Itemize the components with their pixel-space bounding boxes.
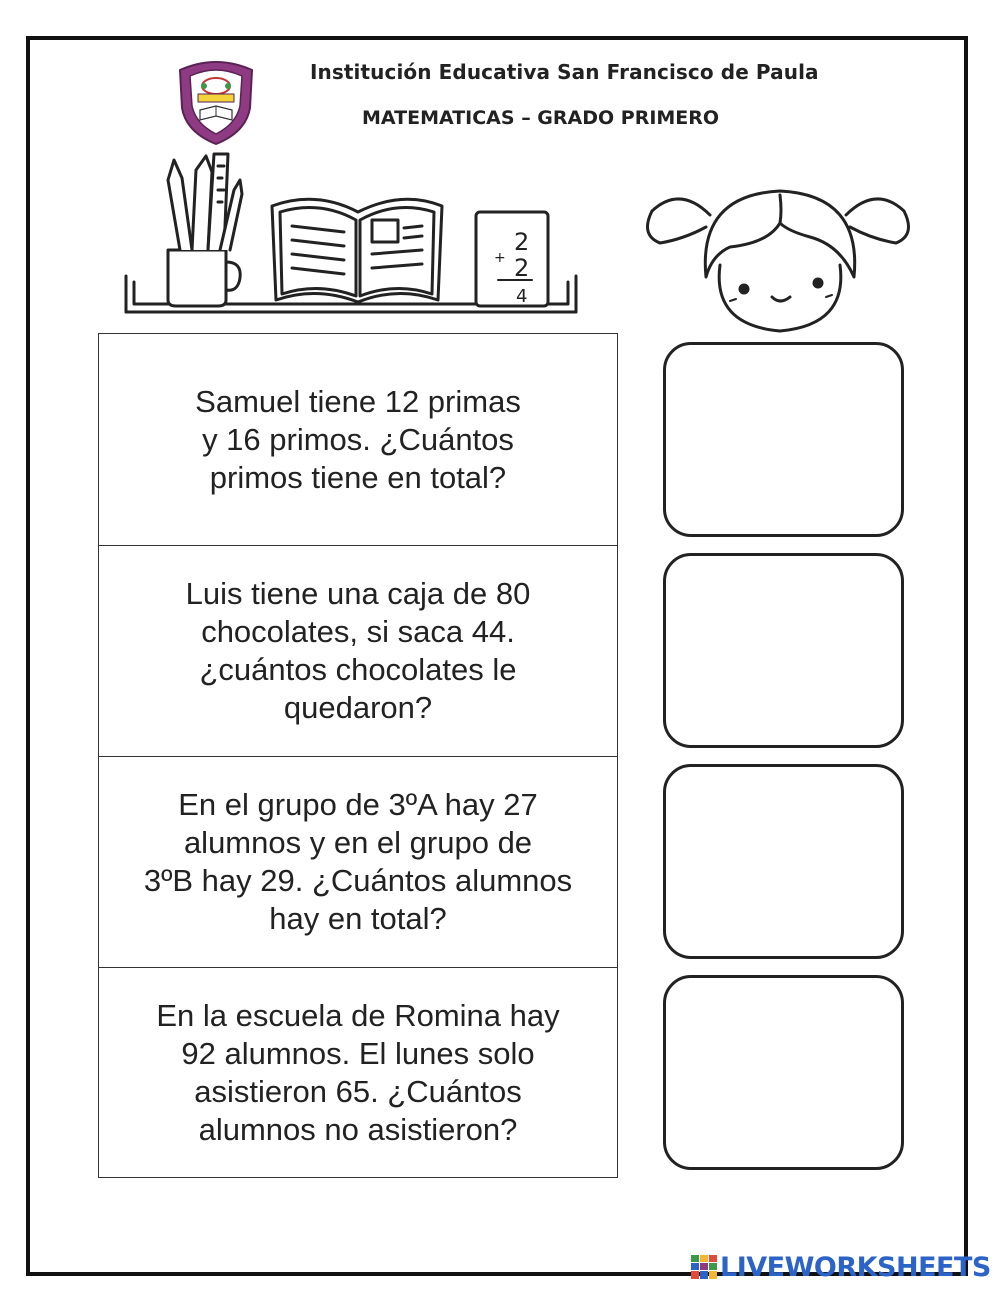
card-plus-sign: + <box>494 250 506 266</box>
answer-box-3[interactable] <box>663 764 904 959</box>
card-digit-middle: 2 <box>514 254 530 282</box>
problem-3-text: En el grupo de 3ºA hay 27 alumnos y en el grupo de 3ºB hay 29. ¿Cuántos alumnos hay en total? <box>99 756 617 967</box>
answer-box-2[interactable] <box>663 553 904 748</box>
answer-box-4[interactable] <box>663 975 904 1170</box>
problem-1-text: Samuel tiene 12 primas y 16 primos. ¿Cuántos primos tiene en total? <box>195 383 521 495</box>
problems-table <box>98 333 618 1178</box>
shelf-illustration <box>120 150 590 330</box>
addition-card-icon <box>476 212 548 306</box>
subject-title: MATEMATICAS – GRADO PRIMERO <box>362 107 720 129</box>
girl-face-icon <box>640 165 920 340</box>
pencil-cup-icon <box>168 154 242 306</box>
liveworksheets-logo-icon <box>690 1254 718 1280</box>
open-book-icon <box>272 199 442 302</box>
answer-box-1[interactable] <box>663 342 904 537</box>
liveworksheets-brand-text: LIVEWORKSHEETS <box>720 1251 991 1283</box>
school-crest-icon <box>170 56 262 148</box>
problem-2-text: Luis tiene una caja de 80 chocolates, si saca 44. ¿cuántos chocolates le quedaron? <box>99 545 617 756</box>
card-digit-top: 2 <box>514 228 530 256</box>
problem-4-text: En la escuela de Romina hay 92 alumnos. El lunes solo asistieron 65. ¿Cuántos alumnos no asistieron? <box>99 967 617 1177</box>
school-name: Institución Educativa San Francisco de Paula <box>310 60 819 84</box>
card-digit-result: 4 <box>516 286 528 307</box>
liveworksheets-brand[interactable] <box>690 1252 991 1282</box>
